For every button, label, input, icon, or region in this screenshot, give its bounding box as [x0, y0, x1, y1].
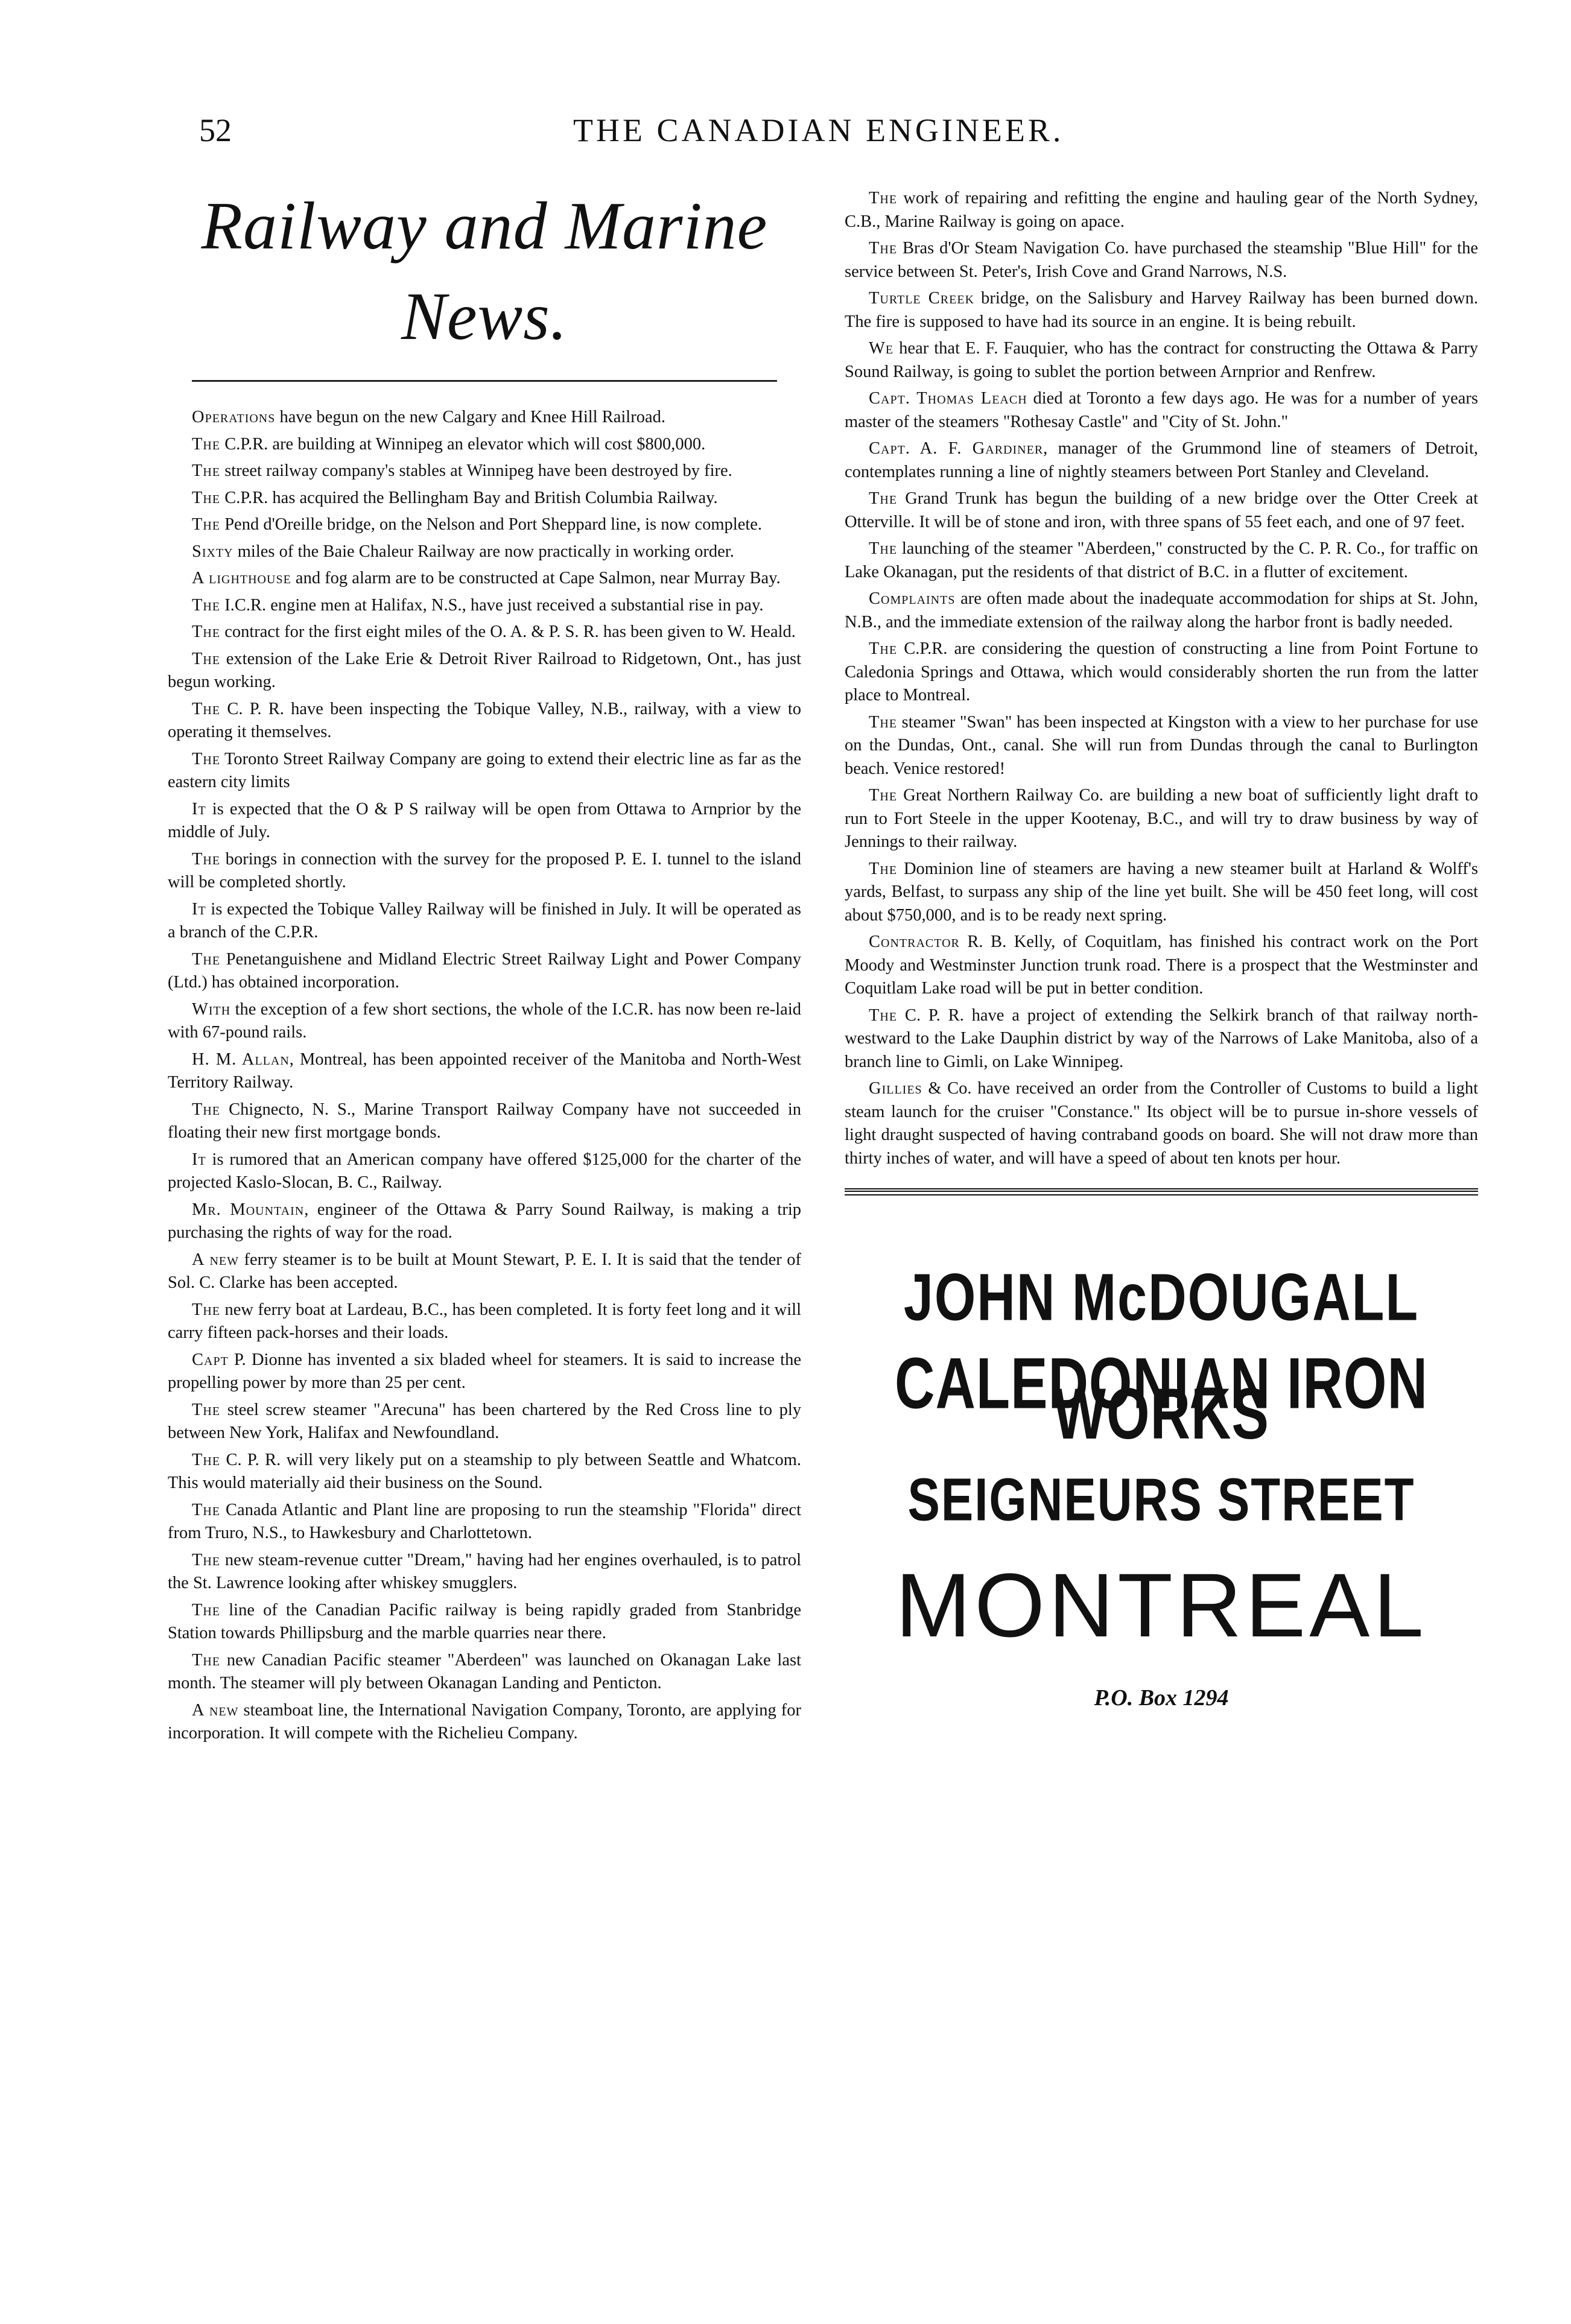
news-item-lead: Capt. Thomas Leach — [869, 389, 1027, 408]
news-item-lead: The — [192, 1450, 221, 1469]
news-item-text: Pend d'Oreille bridge, on the Nelson and Port Sheppard line, is now complete. — [220, 515, 763, 534]
news-item-text: extension of the Lake Erie & Detroit River Railroad to Ridgetown, Ont., has just begun working. — [168, 649, 801, 691]
news-item — [845, 1004, 1478, 1074]
news-item-lead: Capt — [192, 1350, 229, 1369]
news-item-lead: The — [869, 712, 898, 732]
news-item-lead: The — [869, 239, 898, 258]
advertiser-city: MONTREAL — [895, 1554, 1427, 1656]
news-item-lead: The — [192, 649, 221, 668]
news-item-text: new Canadian Pacific steamer "Aberdeen" was launched on Okanagan Lake last month. The steamer will ply between Okanagan Landing and Penticton. — [168, 1650, 801, 1692]
news-item-text: C.P.R. has acquired the Bellingham Bay and British Columbia Railway. — [220, 488, 718, 507]
news-item-lead: A lighthouse — [192, 569, 291, 587]
news-item — [845, 711, 1478, 781]
news-item-text: & Co. have received an order from the Controller of Customs to build a light steam launch for the cruiser "Constance." Its object will be to pursue in-shore vessels of light draught suspected of having contraband goods on board. She will not draw more than thirty inches of water, and will have a speed of about ten knots per hour. — [845, 1079, 1478, 1168]
news-item — [168, 898, 801, 945]
news-item-text: new ferry boat at Lardeau, B.C., has been completed. It is forty feet long and it will carry fifteen pack-horses and their loads. — [168, 1300, 801, 1342]
news-item — [168, 1349, 801, 1395]
news-item-lead: It — [192, 799, 206, 818]
news-item-lead: The — [192, 1650, 221, 1670]
news-item-text: manager of the Grummond line of steamers of Detroit, contemplates running a line of nightly steamers between Port Stanley and Cleveland. — [845, 439, 1478, 481]
news-item — [168, 998, 801, 1045]
news-item — [845, 437, 1478, 484]
news-item-lead: A new — [192, 1700, 239, 1720]
advertiser-po-box: P.O. Box 1294 — [1094, 1685, 1229, 1711]
news-item-text: R. B. Kelly, of Coquitlam, has finished his contract work on the Port Moody and Westminster Junction trunk road. There is a prospect that the Westminster and Coquitlam Lake road will be put in better condition. — [845, 932, 1478, 998]
news-item-lead: The — [192, 1500, 221, 1519]
news-item-text: work of repairing and refitting the engine and hauling gear of the North Sydney, C.B., Marine Railway is going on apace. — [845, 189, 1478, 231]
news-item-lead: Capt. A. F. Gardiner, — [869, 439, 1049, 458]
news-item — [845, 287, 1478, 334]
news-item-lead: Operations — [192, 408, 276, 426]
news-item-lead: Turtle Creek — [869, 289, 975, 308]
news-item-text: steamer "Swan" has been inspected at Kingston with a view to her purchase for use on the Dundas, Ont., canal. She will run from Dundas through the canal to Burlington beach. Venice restored! — [845, 712, 1478, 778]
news-item — [168, 1249, 801, 1295]
news-item-lead: Mr. Mountain, — [192, 1200, 309, 1219]
news-item-lead: The — [192, 1600, 221, 1620]
journal-title: THE CANADIAN ENGINEER. — [573, 112, 1064, 148]
news-item-text: contract for the first eight miles of the O. A. & P. S. R. has been given to W. Heald. — [220, 622, 796, 641]
news-item-lead: Gillies — [869, 1079, 922, 1098]
news-item — [845, 1077, 1478, 1170]
news-item-text: bridge, on the Salisbury and Harvey Railway has been burned down. The fire is supposed to have had its source in an engine. It is being rebuilt. — [845, 289, 1478, 331]
news-item-lead: The — [192, 1300, 221, 1319]
news-item-lead: The — [192, 699, 221, 718]
news-item-lead: Contractor — [869, 932, 960, 951]
news-item-lead: The — [192, 622, 221, 641]
news-item-lead: It — [192, 1150, 206, 1169]
news-item-lead: The — [192, 849, 221, 869]
news-item — [845, 187, 1478, 233]
news-item-text: Montreal, has been appointed receiver of the Manitoba and North-West Territory Railway. — [168, 1050, 801, 1092]
news-item — [168, 406, 801, 429]
news-item-text: is rumored that an American company have offered $125,000 for the charter of the projected Kaslo-Slocan, B. C., Railway. — [168, 1150, 801, 1192]
news-item — [168, 594, 801, 618]
news-item — [168, 1098, 801, 1145]
news-item — [168, 848, 801, 894]
news-item-text: have begun on the new Calgary and Knee Hill Railroad. — [275, 408, 665, 426]
left-column — [168, 181, 801, 1749]
news-item — [168, 567, 801, 590]
news-item-lead: The — [869, 639, 898, 658]
news-item — [168, 1549, 801, 1595]
news-item-text: borings in connection with the survey for the proposed P. E. I. tunnel to the island will be completed shortly. — [168, 849, 801, 891]
news-item-lead: Complaints — [869, 589, 956, 608]
news-item — [845, 487, 1478, 534]
news-item-lead: The — [869, 859, 898, 878]
news-item-text: are often made about the inadequate accommodation for ships at St. John, N.B., and the immediate extension of the railway along the harbor front is badly needed. — [845, 589, 1478, 632]
news-item-text: died at Toronto a few days ago. He was for a number of years master of the steamers "Rothesay Castle" and "City of St. John." — [845, 389, 1478, 431]
news-item — [845, 638, 1478, 708]
section-title: Railway and Marine News. — [201, 189, 768, 354]
news-item-lead: H. M. Allan, — [192, 1050, 294, 1069]
news-item-lead: The — [869, 539, 898, 558]
news-item-text: Penetanguishene and Midland Electric Street Railway Light and Power Company (Ltd.) has obtained incorporation. — [168, 949, 801, 992]
news-item-text: miles of the Baie Chaleur Railway are now practically in working order. — [233, 542, 734, 561]
news-item — [168, 1699, 801, 1746]
news-item-lead: Sixty — [192, 542, 233, 561]
news-item-text: and fog alarm are to be constructed at Cape Salmon, near Murray Bay. — [291, 569, 781, 587]
news-item-lead: A new — [192, 1250, 240, 1269]
news-item-text: C.P.R. are considering the question of constructing a line from Point Fortune to Caledonia Springs and Ottawa, which would considerably shorten the run from the latter place to Montreal. — [845, 639, 1478, 704]
news-item-text: street railway company's stables at Winnipeg have been destroyed by fire. — [220, 461, 732, 480]
news-item-text: is expected that the O & P S railway will be open from Ottawa to Arnprior by the middle of July. — [168, 799, 801, 841]
news-item — [168, 1449, 801, 1495]
news-item — [168, 487, 801, 510]
news-item-text: new steam-revenue cutter "Dream," having had her engines overhauled, is to patrol the St. Lawrence looking after whiskey smugglers. — [168, 1550, 801, 1592]
news-item — [168, 648, 801, 694]
news-item — [168, 540, 801, 564]
news-item-lead: The — [192, 595, 221, 615]
news-item-text: C. P. R. have a project of extending the Selkirk branch of that railway north-westward to the Lake Dauphin district by way of the Narrows of Lake Manitoba, also of a branch line to Gimli, on Lake Winnipeg. — [845, 1005, 1478, 1071]
news-item-text: is expected the Tobique Valley Railway will be finished in July. It will be operated as a branch of the C.P.R. — [168, 899, 801, 942]
news-item-lead: The — [192, 515, 221, 534]
advertisement-divider — [845, 1188, 1478, 1195]
news-item — [845, 858, 1478, 928]
news-item-lead: The — [192, 488, 221, 507]
news-item — [168, 748, 801, 794]
news-item — [168, 798, 801, 844]
news-item — [168, 1599, 801, 1645]
news-item-text: steamboat line, the International Navigation Company, Toronto, are applying for incorporation. It will compete with the Richelieu Company. — [168, 1700, 802, 1743]
news-list-right — [845, 187, 1478, 1170]
news-item-lead: The — [192, 461, 221, 480]
news-item — [168, 1198, 801, 1245]
news-item-lead: The — [192, 749, 221, 768]
news-item-lead: It — [192, 899, 206, 919]
news-item — [845, 337, 1478, 384]
news-item-text: Bras d'Or Steam Navigation Co. have purchased the steamship "Blue Hill" for the service between St. Peter's, Irish Cove and Grand Narrows, N.S. — [845, 239, 1478, 281]
news-item-text: Chignecto, N. S., Marine Transport Railway Company have not succeeded in floating their new first mortgage bonds. — [168, 1100, 801, 1142]
page-header — [199, 106, 1436, 160]
news-item-text: ferry steamer is to be built at Mount Stewart, P. E. I. It is said that the tender of Sol. C. Clarke has been accepted. — [168, 1250, 801, 1292]
news-item — [168, 460, 801, 483]
news-item-text: the exception of a few short sections, the whole of the I.C.R. has now been re-laid with 67-pound rails. — [168, 999, 801, 1042]
section-divider — [192, 380, 777, 382]
news-item-text: engineer of the Ottawa & Parry Sound Railway, is making a trip purchasing the rights of way for the road. — [168, 1200, 801, 1242]
news-item-text: Dominion line of steamers are having a new steamer built at Harland & Wolff's yards, Belfast, to surpass any ship of the line yet built. She will be 450 feet long, will cost about $750,000, and is to be ready next spring. — [845, 859, 1478, 925]
news-item-text: Toronto Street Railway Company are going to extend their electric line as far as the eastern city limits — [168, 749, 801, 791]
advertiser-name: JOHN McDOUGALL — [903, 1259, 1420, 1335]
news-item-lead: We — [869, 339, 894, 358]
news-item-text: hear that E. F. Fauquier, who has the contract for constructing the Ottawa & Parry Sound Railway, is going to sublet the portion between Arnprior and Renfrew. — [845, 339, 1478, 381]
right-column — [845, 187, 1478, 1710]
news-item-text: P. Dionne has invented a six bladed wheel for steamers. It is said to increase the propelling power by more than 25 per cent. — [168, 1350, 801, 1392]
news-item — [168, 1649, 801, 1696]
news-item — [168, 698, 801, 744]
news-item-text: Grand Trunk has begun the building of a new bridge over the Otter Creek at Otterville. It will be of stone and iron, with three spans of 55 feet each, and one of 97 feet. — [845, 489, 1478, 531]
news-item-text: C. P. R. will very likely put on a steamship to ply between Seattle and Whatcom. This would materially aid their business on the Sound. — [168, 1450, 801, 1492]
news-item-lead: The — [869, 189, 898, 207]
advertisement — [845, 1259, 1478, 1711]
news-item — [845, 784, 1478, 854]
page-number: 52 — [199, 112, 232, 148]
news-item-lead: The — [869, 1005, 898, 1025]
news-item-text: launching of the steamer "Aberdeen," constructed by the C. P. R. Co., for traffic on Lake Okanagan, put the residents of that district of B.C. in a flutter of excitement. — [845, 539, 1478, 581]
news-item — [845, 387, 1478, 434]
news-item — [168, 433, 801, 457]
news-item — [168, 948, 801, 995]
news-item — [845, 537, 1478, 584]
news-item-text: C. P. R. have been inspecting the Tobique Valley, N.B., railway, with a view to operating it themselves. — [168, 699, 801, 741]
news-item — [168, 621, 801, 644]
news-item-lead: The — [192, 1550, 221, 1569]
news-item — [845, 237, 1478, 283]
news-item-lead: The — [192, 1400, 221, 1419]
news-item-text: steel screw steamer "Arecuna" has been chartered by the Red Cross line to ply between New York, Halifax and Newfoundland. — [168, 1400, 801, 1442]
news-item-text: Great Northern Railway Co. are building a new boat of sufficiently light draft to run to Fort Steele in the upper Kootenay, B.C., and will try to draw business by way of Jennings to their railway. — [845, 786, 1478, 851]
news-item — [168, 513, 801, 537]
news-item — [168, 1299, 801, 1345]
news-item — [168, 1148, 801, 1195]
news-item-text: Canada Atlantic and Plant line are proposing to run the steamship "Florida" direct from Truro, N.S., to Hawkesbury and Charlottetown. — [168, 1500, 801, 1542]
news-item-lead: The — [192, 949, 221, 969]
advertiser-street: SEIGNEURS STREET — [907, 1466, 1415, 1533]
news-item — [845, 931, 1478, 1001]
news-item-lead: The — [192, 1100, 221, 1119]
news-item-text: line of the Canadian Pacific railway is being rapidly graded from Stanbridge Station towards Phillipsburg and the marble quarries near there. — [168, 1600, 801, 1642]
news-item — [168, 1048, 801, 1095]
advertiser-company: CALEDONIAN IRON WORKS — [895, 1343, 1428, 1454]
news-item — [168, 1499, 801, 1545]
news-item-lead: The — [869, 489, 898, 508]
news-item-text: I.C.R. engine men at Halifax, N.S., have just received a substantial rise in pay. — [220, 595, 764, 615]
news-item — [845, 587, 1478, 634]
news-item-lead: With — [192, 999, 231, 1019]
news-item — [168, 1399, 801, 1445]
news-item-lead: The — [869, 786, 898, 805]
news-list-left — [168, 406, 801, 1746]
news-item-text: C.P.R. are building at Winnipeg an elevator which will cost $800,000. — [220, 434, 706, 454]
news-item-lead: The — [192, 434, 221, 454]
